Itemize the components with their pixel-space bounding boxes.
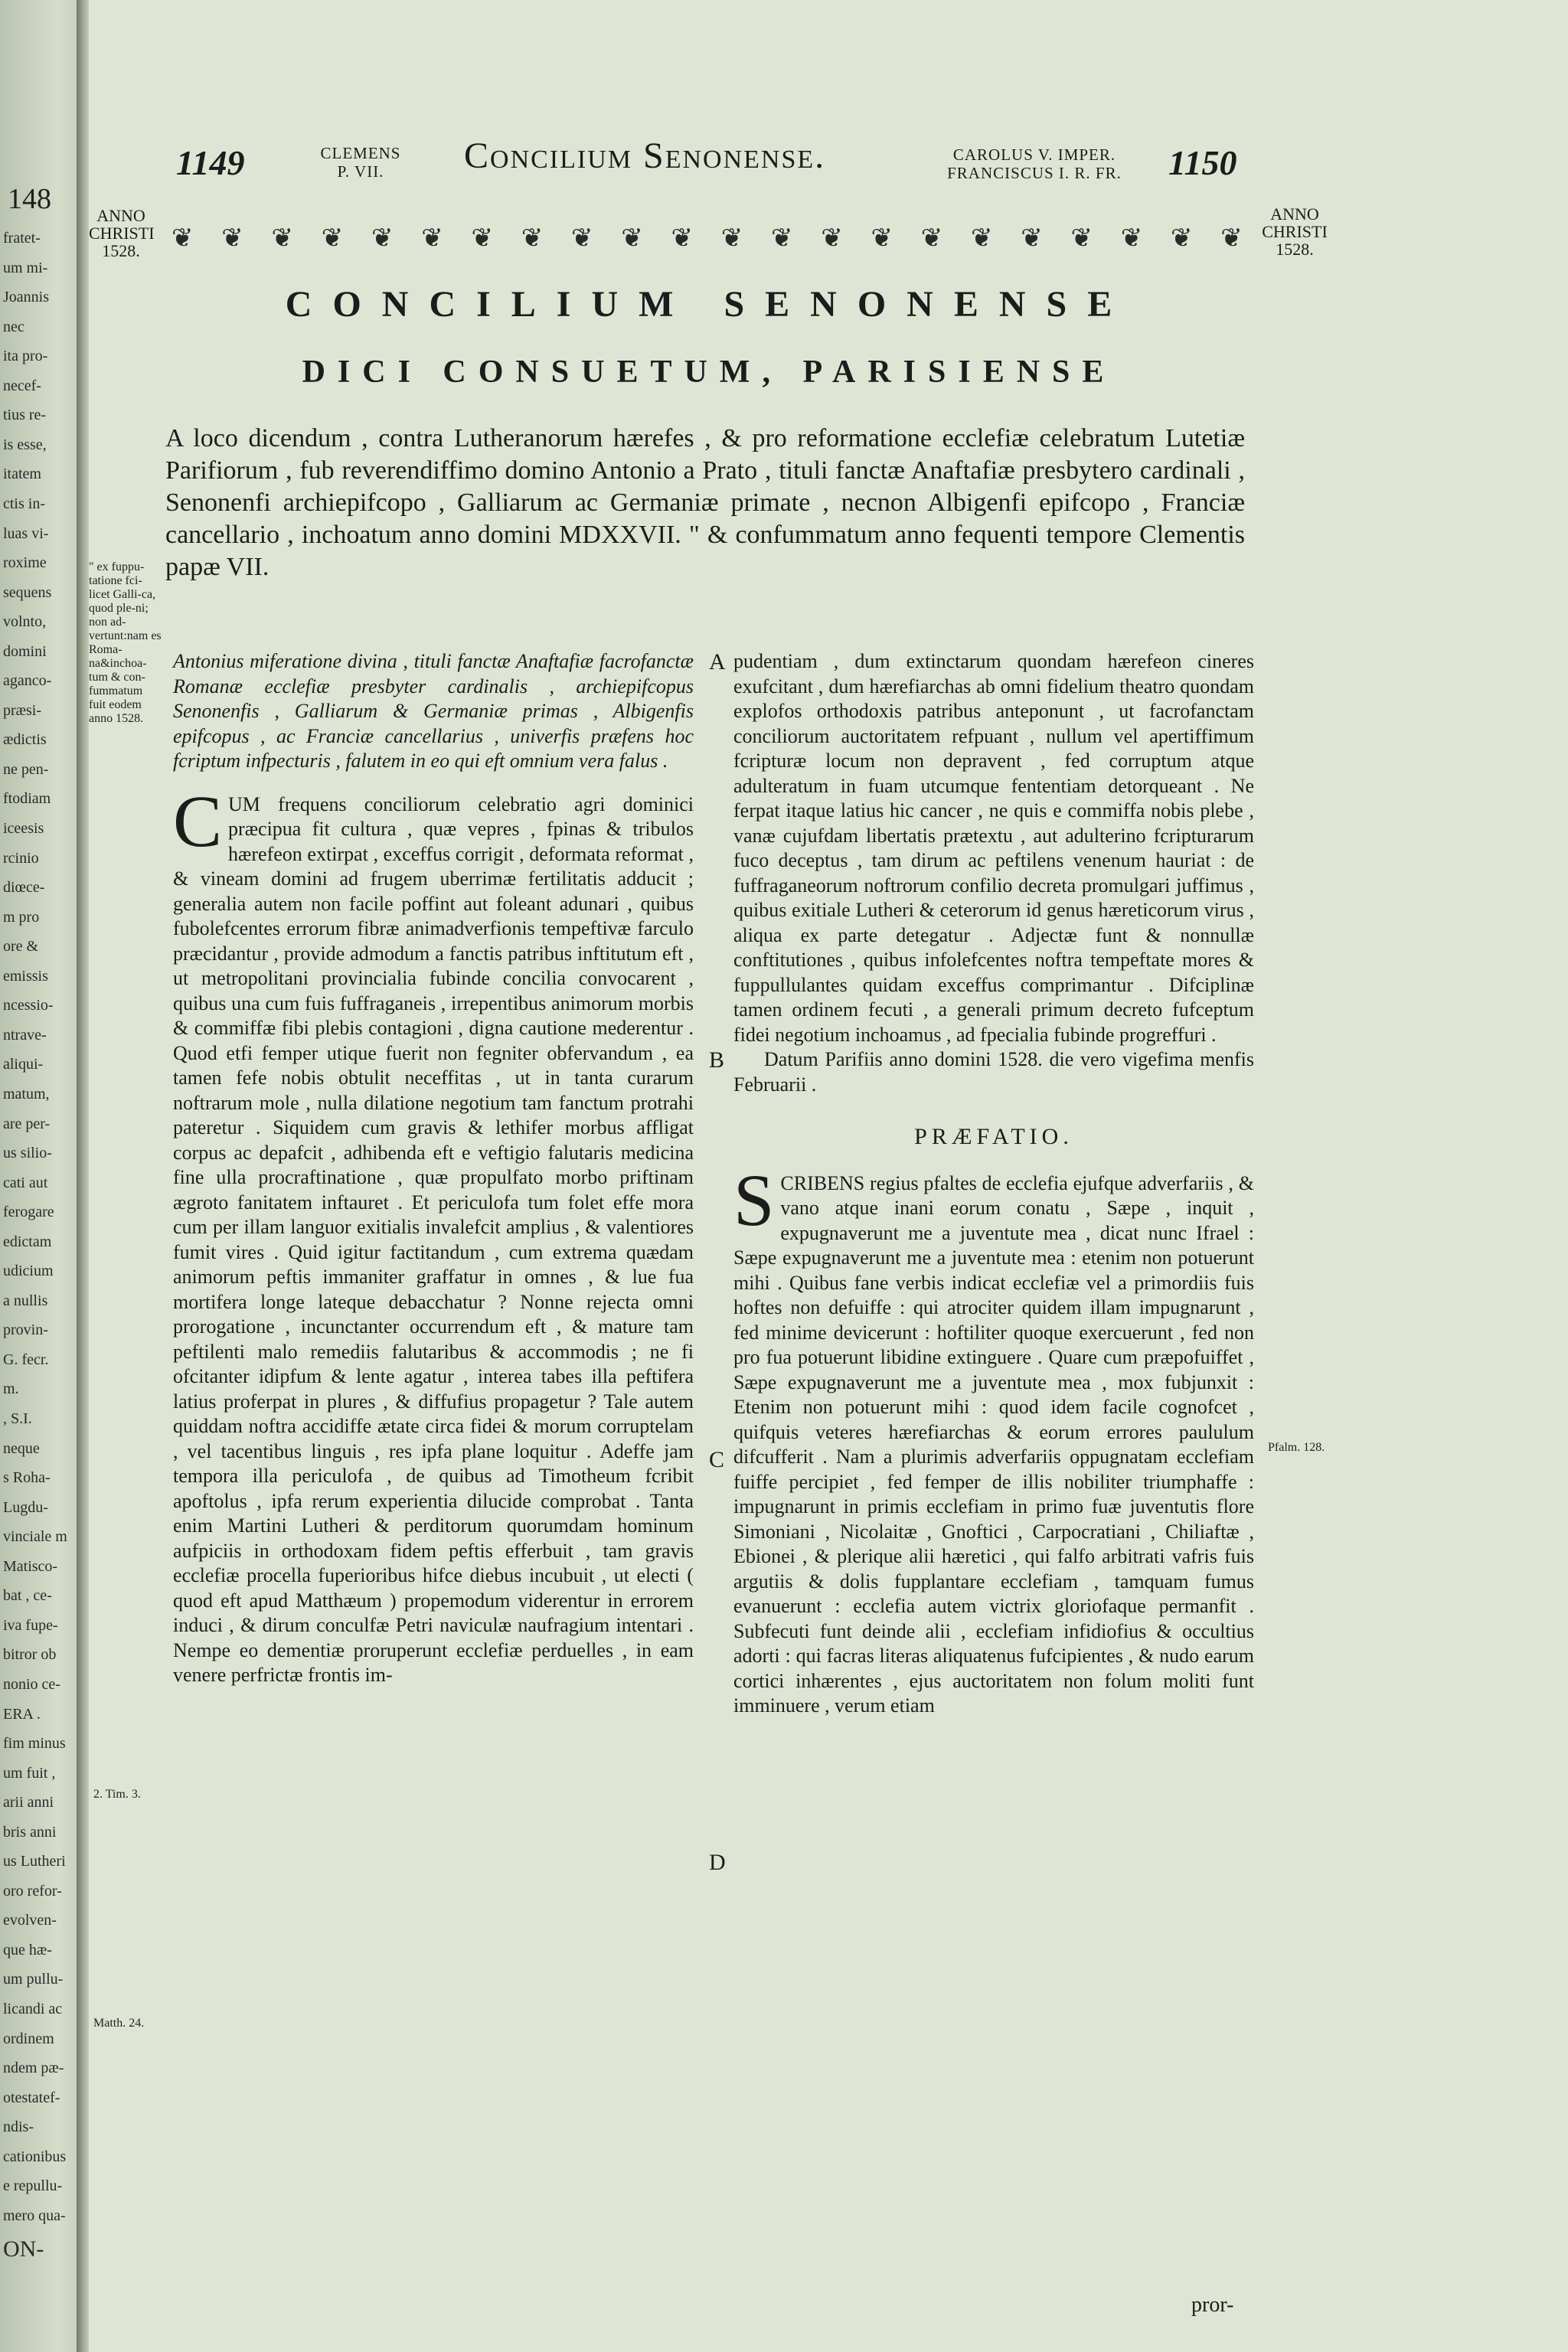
- ornament-glyph: ❦: [1120, 224, 1144, 253]
- previous-page-fragment: ædictis: [3, 731, 47, 748]
- previous-page-fragment: ita pro-: [3, 348, 48, 364]
- section-letter-d: D: [709, 1850, 726, 1875]
- previous-page-fragment: s Roha-: [3, 1469, 51, 1486]
- drop-cap-c: C: [173, 779, 223, 862]
- anno-right-line1: ANNO: [1270, 204, 1319, 224]
- ornamental-band: [172, 224, 1243, 253]
- section-letter-a: A: [709, 649, 726, 675]
- ornament-glyph: ❦: [521, 224, 544, 253]
- previous-page-fragment: oro refor-: [3, 1883, 62, 1900]
- intro-paragraph: A loco dicendum , contra Lutheranorum hærefes , & pro reformatione ecclefiæ celebratum Lutetiæ Parifiorum , fub reverendiffimo domino Antonio a Prato , tituli fanctæ Anaftafiæ presbytero cardinali , Senonenfi archiepifcopo , Galliarum ac Germaniæ primate , necnon Albigenfi epifcopo , Franciæ cancellario , inchoatum anno domini MDXXVII. " & confummatum anno fequenti tempore Clementis papæ VII.: [165, 424, 1245, 581]
- ornament-glyph: ❦: [1021, 224, 1044, 253]
- decree-paragraph: [173, 779, 694, 1688]
- margin-note-matthew: Matth. 24.: [93, 2017, 145, 2030]
- left-column: [173, 649, 694, 1688]
- previous-page-number: 148: [8, 183, 51, 215]
- previous-page-fragment: emissis: [3, 968, 48, 985]
- previous-page-fragment: edictam: [3, 1233, 52, 1250]
- previous-page-fragment: matum,: [3, 1086, 50, 1102]
- anno-right-line3: 1528.: [1276, 240, 1314, 259]
- previous-page-fragment: ndem pæ-: [3, 2060, 64, 2076]
- anno-left-line1: ANNO: [96, 206, 145, 225]
- ornament-glyph: ❦: [920, 224, 944, 253]
- margin-note-timothy: 2. Tim. 3.: [93, 1788, 141, 1801]
- running-title: Concilium Senonense.: [464, 136, 826, 176]
- previous-page-fragment: m pro: [3, 909, 40, 926]
- previous-page-fragment: ftodiam: [3, 790, 51, 807]
- previous-page-fragment: fratet-: [3, 230, 41, 247]
- previous-page-fragment: bat , ce-: [3, 1587, 52, 1604]
- previous-page-fragment: Joannis: [3, 289, 49, 305]
- previous-page-fragment: cati aut: [3, 1174, 48, 1191]
- ornament-glyph: ❦: [1220, 224, 1243, 253]
- previous-page-fragment: , S.I.: [3, 1410, 32, 1427]
- previous-page-fragment: domini: [3, 643, 47, 660]
- right-column-continuation: pudentiam , dum extinctarum quondam hærefeon cineres exufcitant , dum hærefiarchas ab omni fidelium theatro quondam explofos orthodoxis patribus anteponunt , ut facrofanctam conciliorum auctoritatem refpuant , nullum vel apertiffimum fcripturæ locum non depravent , fed corruptum atque adulteratum in fuam utcumque fententiam detorqueant . Ne ferpat itaque latius hic cancer , ne quis e commiffa nobis plebe , vanæ cujufdam libertatis prætextu , aut adulterino fcripturarum fuco deceptus , tam dirum ac peftilens venenum hauriat : de fuffraganeorum noftrorum confilio decreta promulgari juffimus , quibus exitiale Lutheri & ceterorum id genus hæreticorum virus , aliqua ex parte detegatur . Adjectæ funt & nonnullæ conftitutiones , quibus infolefcentes noftra tempeftate mores & fuppullulantes quidam exceffus comprimantur . Difciplinæ tamen ordinem fecuti , a generali primum decreto fufceptum fidei negotium inchoamus , ad fpecialia fubinde progreffuri .: [733, 650, 1254, 1046]
- ornament-glyph: ❦: [571, 224, 594, 253]
- page-number-left: 1149: [176, 143, 245, 182]
- previous-page-fragment: licandi ac: [3, 2001, 63, 2017]
- ornament-glyph: ❦: [621, 224, 644, 253]
- previous-page-fragment: que hæ-: [3, 1942, 52, 1958]
- previous-page-fragment: ordinem: [3, 2030, 54, 2047]
- previous-page-fragment: Lugdu-: [3, 1499, 48, 1516]
- previous-page-fragment: um fuit ,: [3, 1765, 56, 1782]
- previous-page-fragment: luas vi-: [3, 525, 49, 542]
- previous-page-fragment: nec: [3, 318, 24, 335]
- previous-page-fragment: a nullis: [3, 1292, 48, 1309]
- ornament-glyph: ❦: [821, 224, 844, 253]
- praefatio-text: regius pfaltes de ecclefia ejufque adverfariis , & vano atque inani eorum conatu , Sæpe , inquit , expugnaverunt me a juventute mea , dicat nunc Ifrael : Sæpe expugnaverunt me a juventute mea : etenim non potuerunt mihi . Quibus fane verbis indicat ecclefiæ vel a primordiis fuis hoftes non defuiffe : qui atrociter quidem illam impugnarunt , fed minime devicerunt : hoftiliter quoque exercuerunt , fed non pro fua potuerunt libidine extinguere . Quare cum præpofuiffet , Sæpe expugnaverunt me a juventute mea , mox fubjunxit : Etenim non potuerunt mihi : quod idem facile cognofcet , quifquis veteres hærefiarchas & eorum errores paululum difcufferit . Nam a plurimis adverfariis oppugnatam ecclefiam fuiffe percipiet , fed femper de illis nobiliter triumphaffe : impugnarunt in primis ecclefiam in primo fuæ juventutis flore Simoniani , Nicolaitæ , Gnoftici , Carpocratiani , Chiliaftæ , Ebionei , & plerique alii hæretici , qui falfo arbitrati vafris fuis argutiis & dolis fupplantare ecclefiam , tamquam fumus evanuerunt : ecclefia autem victrix gloriofaque permanfit . Subfecuti funt deinde alii , ecclefiam infidiofius & occultius adorti : qui facras literas aliquatenus fufcipientes , & nudo earum cortici inhærentes , ejus auctoritatem non folum moliti funt imminuere , verum etiam: [733, 1171, 1254, 1717]
- previous-page-fragment: rcinio: [3, 850, 39, 867]
- ornament-glyph: ❦: [871, 224, 893, 253]
- previous-page-fragment: otestatef-: [3, 2089, 60, 2106]
- previous-page-fragment: ne pen-: [3, 761, 49, 778]
- previous-page-fragment: mero qua-: [3, 2207, 66, 2224]
- header-rulers-line1: CAROLUS V. IMPER.: [952, 145, 1116, 164]
- previous-page-fragment: um pullu-: [3, 1971, 64, 1988]
- margin-note-psalm: Pfalm. 128.: [1268, 1441, 1325, 1454]
- header-rulers: [931, 145, 1138, 182]
- ornament-glyph: ❦: [1171, 224, 1194, 253]
- header-pope: [311, 144, 410, 181]
- previous-page-fragment: roxime: [3, 554, 47, 571]
- previous-page-fragment: ncessio-: [3, 997, 54, 1014]
- previous-page-fragment: m.: [3, 1380, 19, 1397]
- decree-first-word: UM: [228, 792, 260, 815]
- ornament-glyph: ❦: [771, 224, 794, 253]
- previous-page-fragment: aganco-: [3, 672, 52, 689]
- page-number-right: 1150: [1168, 143, 1237, 182]
- praefatio-heading: PRÆFATIO.: [914, 1124, 1073, 1149]
- previous-page-fragment: evolven-: [3, 1912, 57, 1929]
- datum-line: Datum Parifiis anno domini 1528. die vero vigefima menfis Februarii .: [733, 1048, 1254, 1096]
- previous-page-fragment: neque: [3, 1440, 40, 1457]
- previous-page-fragment: necef-: [3, 377, 41, 394]
- previous-page-fragment: bris anni: [3, 1824, 57, 1841]
- catchword: pror-: [1191, 2293, 1234, 2317]
- section-letter-c: C: [709, 1447, 725, 1472]
- previous-page-fragment: ndis-: [3, 2118, 34, 2135]
- ornament-glyph: ❦: [421, 224, 444, 253]
- ornament-glyph: ❦: [471, 224, 494, 253]
- previous-page-fragment: Matisco-: [3, 1558, 58, 1575]
- previous-page-fragment: ERA .: [3, 1706, 41, 1723]
- ornament-glyph: ❦: [1070, 224, 1093, 253]
- ornament-glyph: ❦: [971, 224, 994, 253]
- margin-note-dating: " ex fuppu-tatione fci-licet Galli-ca, quod ple-ni; non ad-vertunt:nam es Roma-na&inchoa-tum & con-fummatum fuit eodem anno 1528.: [89, 560, 162, 725]
- anno-left-line2: CHRISTI: [89, 224, 155, 243]
- ornament-glyph: ❦: [720, 224, 744, 253]
- book-page: [89, 0, 1568, 2352]
- previous-page-fragment: vinciale m: [3, 1528, 67, 1545]
- header-pope-line1: CLEMENS: [320, 144, 401, 162]
- previous-page-fragment: nonio ce-: [3, 1676, 60, 1693]
- ornament-glyph: ❦: [321, 224, 345, 253]
- previous-page-fragment: itatem: [3, 466, 41, 482]
- previous-page-fragment: us silio-: [3, 1145, 52, 1161]
- previous-page-fragment: G. fecr.: [3, 1351, 49, 1368]
- ornament-glyph: ❦: [271, 224, 294, 253]
- previous-page-fragment: e repullu-: [3, 2177, 63, 2194]
- previous-page-fragment: ntrave-: [3, 1027, 47, 1044]
- previous-page-fragment: bitror ob: [3, 1646, 57, 1663]
- title-line-1: CONCILIUM SENONENSE: [285, 284, 1133, 325]
- right-column: [733, 649, 1254, 1719]
- title-line-2: DICI CONSUETUM, PARISIENSE: [302, 354, 1116, 390]
- drop-cap-s: S: [733, 1158, 775, 1241]
- previous-page-fragment: volnto,: [3, 613, 47, 630]
- previous-page-fragment: cationibus: [3, 2148, 67, 2165]
- anno-christi-right: [1253, 205, 1337, 258]
- previous-page-fragment: um mi-: [3, 260, 48, 276]
- ornament-glyph: ❦: [371, 224, 394, 253]
- praefatio-first-word: CRIBENS: [780, 1171, 865, 1194]
- previous-page-fragment: sequens: [3, 584, 52, 601]
- praefatio-paragraph: [733, 1158, 1254, 1719]
- header-rulers-line2: FRANCISCUS I. R. FR.: [947, 164, 1122, 182]
- ornament-glyph: ❦: [221, 224, 244, 253]
- ornament-glyph: ❦: [671, 224, 694, 253]
- previous-page-fragment: aliqui-: [3, 1056, 44, 1073]
- anno-left-line3: 1528.: [102, 241, 140, 260]
- previous-page-fragment: tius re-: [3, 407, 47, 423]
- decree-text: frequens conciliorum celebratio agri dominici præcipua fit cultura , quæ vepres , fpinas & tribulos hærefeon extirpat , exceffus corrigit , deformata reformat , & vineam domini ad frugem uberrimæ fertilitatis adducit ; generalia autem non facile poffint aut foleant adunari , quibus fubolefcentes errorum fibræ animadverfionis tempeftivæ farculo præcidantur , provide admodum a fanctis patribus inftitutum eft , ut metropolitani provincialia fubinde concilia convocarent , quibus una cum fuis fuffraganeis , irrepentibus animorum morbis & commiffæ fibi plebis contagioni , digna cautione mederentur . Quod etfi femper utique fuerit non fegniter obfervandum , ea tamen fefe nobis obtulit neceffitas , ut in tanta curarum noftrarum mole , nulla dilatione negotium tam fanctum protrahi pateretur . Siquidem cum gravis & lethifer morbus affligat corpus ac depafcit , adhibenda eft e veftigio falutaris medicina fine ulla procraftinatione , quæ propulfato morbo priftinam ægroto fanitatem inftauret . Et periculofa tum folet effe mora cum per illam languor exitialis invalefcit amplius , & valentiores fumit vires . Quid igitur factitandum , cum extrema quædam animorum peftis immaniter graffatur in omnes , & lue fua mortifera longe lateque debacchatur ? Nonne rejecta omni prorogatione , incunctanter occurrendum eft , & mature tam peftilenti malo remediis falutaribus & accommodis ; ne fi ofcitanter idipfum & lente agatur , interea tabes illa peftifera latius proferpat in plures , & diffufius propagetur ? Tale autem quiddam noftra accidiffe ætate circa fidei & morum corruptelam , vel tacentibus linguis , res ipfa plane loquitur . Adeffe jam tempora illa periculofa , de quibus ad Timotheum fcribit apoftolus , ipfa rerum experientia dilucide comprobat . Tanta enim Martini Lutheri & perditorum quorumdam hominum aufpiciis in orthodoxam fidem peftis efferbuit , tam gravis ecclefiæ procella fuperioribus hifce diebus incubuit , ut electi ( quod eft apud Matthæum ) propemodum viderentur in errorem induci , & dirum conculfæ Petri naviculæ naufragium intentari . Nempe eo dementiæ proruperunt ecclefiæ perduelles , in eam venere perfrictæ frontis im-: [173, 792, 694, 1686]
- previous-page-fragment: us Lutheri: [3, 1853, 66, 1870]
- previous-page-fragment: ON-: [3, 2236, 44, 2262]
- previous-page-fragment: ferogare: [3, 1204, 54, 1220]
- previous-page-fragment: iceesis: [3, 820, 44, 837]
- anno-right-line2: CHRISTI: [1262, 222, 1328, 241]
- salutation: Antonius miferatione divina , tituli fanctæ Anaftafiæ facrofanctæ Romanæ ecclefiæ presbyter cardinalis , archiepifcopus Senonenfis , Galliarum & Germaniæ primas , Albigenfis epifcopus , ac Franciæ cancellarius , univerfis præfens hoc fcriptum infpecturis , falutem in eo qui eft omnium vera falus .: [173, 650, 694, 772]
- previous-page-fragment: udicium: [3, 1263, 54, 1279]
- previous-page-fragment: provin-: [3, 1321, 48, 1338]
- previous-page-fragment: fim minus: [3, 1735, 66, 1752]
- previous-page-fragment: diœce-: [3, 879, 45, 896]
- previous-page-fragment: is esse,: [3, 436, 47, 453]
- previous-page-fragment: præsi-: [3, 702, 41, 719]
- previous-page-fragment: ctis in-: [3, 495, 45, 512]
- section-letter-b: B: [709, 1047, 725, 1073]
- previous-page-fragment: are per-: [3, 1116, 51, 1132]
- header-pope-line2: P. VII.: [337, 162, 384, 181]
- previous-page-fragment: ore &: [3, 938, 39, 955]
- previous-page-fragment: iva fupe-: [3, 1617, 58, 1634]
- previous-page-fragment: arii anni: [3, 1794, 54, 1811]
- ornament-glyph: ❦: [172, 224, 194, 253]
- previous-page-edge: [0, 0, 83, 2352]
- anno-christi-left: [89, 207, 153, 260]
